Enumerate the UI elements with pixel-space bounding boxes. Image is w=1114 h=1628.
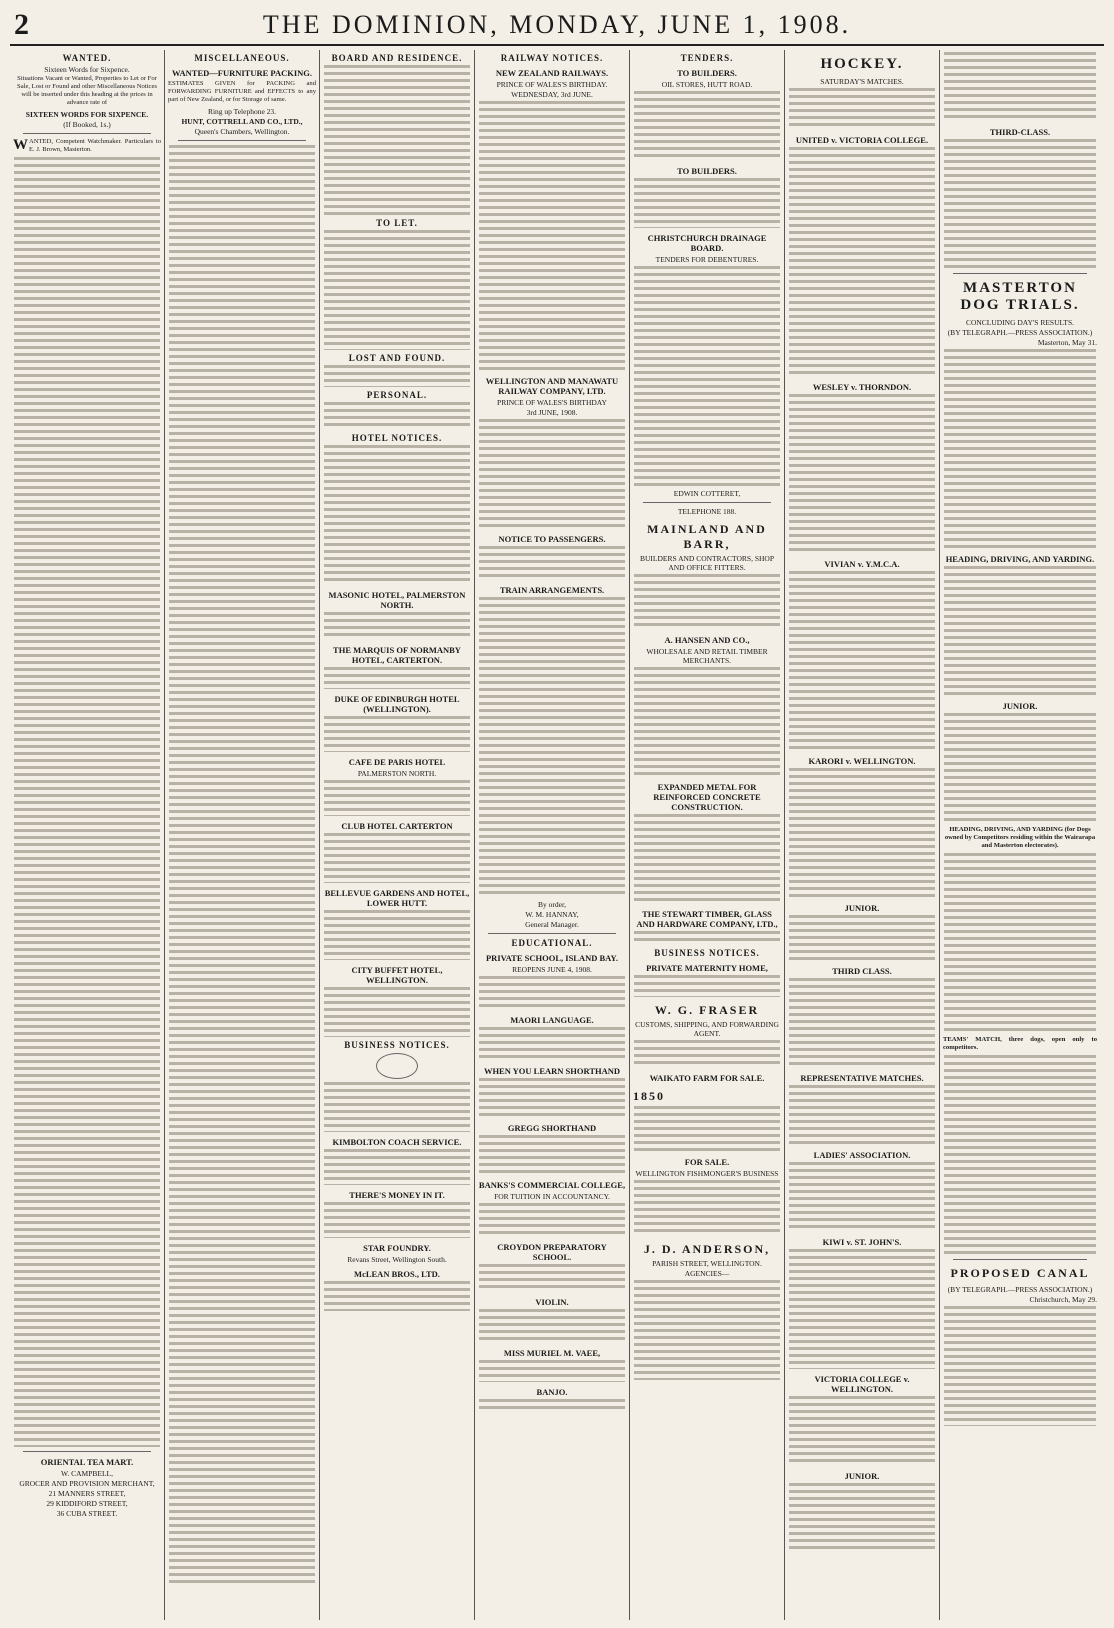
miscellaneous-ads-text [169,145,315,1585]
column-miscellaneous [165,50,320,1620]
anderson-text [634,1280,780,1380]
christchurch-drainage-title: CHRISTCHURCH DRAINAGE BOARD. [647,233,767,253]
violin-title: VIOLIN. [535,1297,569,1307]
notice-passengers-title: NOTICE TO PASSENGERS. [498,534,606,544]
hockey-sub: SATURDAY'S MATCHES. [820,77,904,86]
fraser-title: W. G. FRASER [654,1003,760,1017]
hotel-notices-heading: HOTEL NOTICES. [351,433,443,443]
rate-booked: (If Booked, 1s.) [63,120,111,129]
junior-text [789,915,935,961]
waikato-farm-title: WAIKATO FARM FOR SALE. [649,1073,765,1083]
fishmonger-text [634,1180,780,1236]
wmr-text [479,419,625,529]
third-class-heading: THIRD CLASS. [832,966,892,976]
rate-note: Situations Vacant or Wanted, Properties to Let or For Sale, Lost or Found and other Miscellaneous Notices will be inserted under this heading at the prices in advance rate of [17,75,157,106]
gregg-shorthand-title: GREGG SHORTHAND [507,1123,597,1133]
duke-edinburgh-hotel-text [324,716,470,752]
cafe-de-paris-text [324,780,470,816]
oriental-tea-mart-name: W. CAMPBELL, [60,1469,114,1478]
third-class-heading: THIRD-CLASS. [989,127,1051,137]
oil-stores-text [634,91,780,161]
muriel-vaee-title: MISS MURIEL M. VAEE, [503,1348,601,1358]
banks-college-title: BANKS'S COMMERCIAL COLLEGE, [478,1180,626,1190]
match-wesley-thorndon-text [789,394,935,554]
anderson-sub: PARISH STREET, WELLINGTON. [652,1259,762,1268]
board-residence-heading: BOARD AND RESIDENCE. [331,53,463,63]
to-builders-text [634,178,780,228]
maori-language-title: MAORI LANGUAGE. [510,1015,594,1025]
dog-trials-wire: (BY TELEGRAPH.—PRESS ASSOCIATION.) [947,328,1093,337]
representative-text [789,1085,935,1145]
waikato-farm-text [634,1106,780,1152]
business-notices-heading: BUSINESS NOTICES. [654,948,760,958]
divider [953,273,1087,274]
ladies-association-text [789,1162,935,1232]
furniture-packing-name: HUNT, COTTRELL AND CO., LTD., [181,117,303,126]
personal-text [324,402,470,430]
island-bay-school-title: PRIVATE SCHOOL, ISLAND BAY. [485,953,619,963]
gregg-shorthand-text [479,1135,625,1175]
hansen-text [634,667,780,777]
teams-match-results [944,1055,1096,1255]
masonic-hotel-title: MASONIC HOTEL, PALMERSTON NORTH. [328,590,466,610]
nz-railways-text [479,101,625,371]
stewart-timber-title: THE STEWART TIMBER, GLASS AND HARDWARE COMPANY, LTD., [636,909,778,929]
junior-2-text [789,1483,935,1553]
notice-passengers-text [479,546,625,580]
proposed-canal-wire: (BY TELEGRAPH.—PRESS ASSOCIATION.) [947,1285,1093,1294]
duke-edinburgh-hotel-title: DUKE OF EDINBURGH HOTEL (WELLINGTON). [334,694,460,714]
wmr-date: 3rd JUNE, 1908. [526,408,578,417]
banks-college-sub: FOR TUITION IN ACCOUNTANCY. [494,1192,610,1201]
bellevue-gardens-text [324,910,470,960]
columns [10,50,1104,1620]
match-karori-wellington-text [789,768,935,898]
masthead [10,6,1104,46]
hockey-heading: HOCKEY. [820,56,904,72]
stewart-timber-text [634,931,780,945]
column-wanted [10,50,165,1620]
classified-ad: WANTED, Competent Watchmaker. Particulars to E. J. Brown, Masterton. [13,137,161,153]
divider [488,933,616,934]
mclean-bros-title: McLEAN BROS., LTD. [354,1269,440,1279]
dog-trials-heading: MASTERTON DOG TRIALS. [960,280,1080,313]
nz-railways-title: NEW ZEALAND RAILWAYS. [495,68,609,78]
mainland-barr-title: MAINLAND AND BARR, [647,522,767,551]
match-wesley-thorndon: WESLEY v. THORNDON. [812,382,912,392]
dog-junior-results [944,713,1096,823]
match-vivian-ymca-text [789,571,935,751]
masonic-hotel-text [324,612,470,640]
kimbolton-coach-title: KIMBOLTON COACH SERVICE. [332,1137,462,1147]
dog-trials-intro [944,349,1096,549]
telephone-title: TELEPHONE 188. [677,507,737,516]
column-hockey [785,50,940,1620]
debentures-sign: EDWIN COTTERET, [673,489,741,498]
teams-match: TEAMS' MATCH, three dogs, open only to competitors. [943,1036,1097,1051]
hotel-notices-text [324,445,470,585]
junior-heading-2: JUNIOR. [844,1471,880,1481]
furniture-packing-text: ESTIMATES GIVEN for PACKING and FORWARDING FURNITURE and EFFECTS to any part of New Zealand, or for Storage of same. [168,80,316,103]
heading-driving-yarding: HEADING, DRIVING, AND YARDING. [945,554,1095,564]
for-sale-title: FOR SALE. [684,1157,730,1167]
croydon-school-title: CROYDON PREPARATORY SCHOOL. [497,1242,607,1262]
star-foundry-address: Revans Street, Wellington South. [347,1255,447,1264]
banjo-title: BANJO. [536,1387,568,1397]
furniture-packing-address: Queen's Chambers, Wellington. [194,127,290,136]
rail-sign: General Manager. [525,920,579,929]
proposed-canal-place: Christchurch, May 29. [1029,1295,1097,1304]
violin-text [479,1309,625,1343]
oriental-tea-mart-address: 21 MANNERS STREET, [48,1489,126,1498]
wmr-title: WELLINGTON AND MANAWATU RAILWAY COMPANY, LTD. [485,376,619,396]
match-kiwi-st-johns-text [789,1249,935,1369]
banks-college-text [479,1203,625,1237]
fraser-sub: CUSTOMS, SHIPPING, AND FORWARDING AGENT. [635,1020,779,1038]
column-tenders [630,50,785,1620]
hockey-continued-text [944,52,1096,122]
oriental-tea-mart-trade: GROCER AND PROVISION MERCHANT, [19,1479,155,1488]
hansen-title: A. HANSEN AND CO., [664,635,750,645]
rail-sign: W. M. HANNAY, [525,910,579,919]
page-number: 2 [14,8,29,41]
marquis-hotel-title: THE MARQUIS OF NORMANBY HOTEL, CARTERTON. [333,645,461,665]
miscellaneous-heading: MISCELLANEOUS. [194,53,290,63]
lost-found-text [324,365,470,387]
column-dog-trials [940,50,1100,1620]
mainland-barr-text [634,574,780,630]
to-builders-title: TO BUILDERS. [677,68,737,78]
match-united-victoria-text [789,147,935,377]
fraser-text [634,1040,780,1068]
nz-railways-sub: PRINCE OF WALES'S BIRTHDAY. [496,80,608,89]
island-bay-school-text [479,976,625,1010]
third-class-results [944,139,1096,269]
to-let-heading: TO LET. [376,218,418,228]
hockey-intro-text [789,88,935,130]
board-residence-text [324,65,470,215]
match-vivian-ymca: VIVIAN v. Y.M.C.A. [824,559,900,569]
column-board-residence [320,50,475,1620]
muriel-vaee-text [479,1360,625,1382]
oriental-tea-mart-address: 36 CUBA STREET. [56,1509,118,1518]
banjo-text [479,1399,625,1413]
lost-found-heading: LOST AND FOUND. [348,353,446,363]
money-in-it-title: THERE'S MONEY IN IT. [349,1190,445,1200]
to-let-text [324,230,470,350]
shorthand-text [479,1078,625,1118]
rail-sign: By order, [537,900,567,909]
croydon-school-text [479,1264,625,1292]
city-buffet-title: CITY BUFFET HOTEL, WELLINGTON. [351,965,443,985]
proposed-canal-heading: PROPOSED CANAL [950,1266,1090,1280]
dog-junior-heading: JUNIOR. [1002,701,1038,711]
personal-heading: PERSONAL. [366,390,428,400]
business-notices-text [324,1082,470,1132]
hansen-sub: WHOLESALE AND RETAIL TIMBER MERCHANTS. [646,647,768,665]
divider [23,133,151,134]
match-united-victoria: UNITED v. VICTORIA COLLEGE. [795,135,929,145]
star-foundry-title: STAR FOUNDRY. [363,1243,431,1253]
shorthand-title: WHEN YOU LEARN SHORTHAND [483,1066,621,1076]
expanded-metal-text [634,814,780,904]
oil-stores-sub: OIL STORES, HUTT ROAD. [661,80,753,89]
divider [643,502,771,503]
marquis-hotel-text [324,667,470,689]
to-builders-title: TO BUILDERS. [677,166,737,176]
heading-driving-yarding-local: HEADING, DRIVING, AND YARDING (for Dogs owned by Competitors residing within the Wairarapa and Masterton electorates). [944,826,1096,849]
train-arrangements-title: TRAIN ARRANGEMENTS. [499,585,605,595]
match-victoria-wellington-text [789,1396,935,1466]
ladies-association-heading: LADIES' ASSOCIATION. [813,1150,911,1160]
city-buffet-text [324,987,470,1037]
dog-trials-place: Masterton, May 31. [1037,338,1097,347]
maternity-home-title: PRIVATE MATERNITY HOME, [646,963,768,973]
expanded-metal-title: EXPANDED METAL FOR REINFORCED CONCRETE CONSTRUCTION. [653,782,761,812]
junior-heading: JUNIOR. [844,903,880,913]
farm-acres: 1850 [633,1089,665,1103]
anderson-agencies: AGENCIES— [684,1269,730,1278]
fishmonger-title: WELLINGTON FISHMONGER'S BUSINESS [635,1169,779,1178]
anderson-title: J. D. ANDERSON, [643,1242,771,1256]
heading-driving-results [944,566,1096,696]
bellevue-gardens-title: BELLEVUE GARDENS AND HOTEL, LOWER HUTT. [324,888,470,908]
column-railway [475,50,630,1620]
third-class-text [789,978,935,1068]
club-hotel-text [324,833,470,883]
nz-railways-date: WEDNESDAY, 3rd JUNE. [511,90,593,99]
rate-heading: Sixteen Words for Sixpence. [44,65,130,74]
maori-language-text [479,1027,625,1061]
money-in-it-text [324,1202,470,1238]
match-victoria-wellington: VICTORIA COLLEGE v. WELLINGTON. [814,1374,910,1394]
train-arrangements-text [479,597,625,897]
debentures-sub: TENDERS FOR DEBENTURES. [655,255,759,264]
business-notices-heading: BUSINESS NOTICES. [344,1040,450,1050]
debentures-text [634,266,780,486]
railway-notices-heading: RAILWAY NOTICES. [500,53,604,63]
match-karori-wellington: KARORI v. WELLINGTON. [808,756,916,766]
wanted-heading: WANTED. [62,53,112,63]
kimbolton-coach-text [324,1149,470,1185]
newspaper-title: THE DOMINION, MONDAY, JUNE 1, 1908. [262,10,852,39]
classified-ads-text [14,157,160,1447]
proposed-canal-text [944,1306,1096,1426]
maternity-home-text [634,975,780,997]
match-kiwi-st-johns: KIWI v. ST. JOHN'S. [822,1237,902,1247]
island-bay-school-sub: REOPENS JUNE 4, 1908. [512,965,592,974]
heading-driving-local-results [944,853,1096,1033]
cafe-de-paris-title: CAFE DE PARIS HOTEL [348,757,446,767]
furniture-packing-title: WANTED—FURNITURE PACKING. [171,68,313,78]
furniture-packing-ring: Ring up Telephone 23. [207,107,277,116]
wmr-sub: PRINCE OF WALES'S BIRTHDAY [497,398,607,407]
educational-heading: EDUCATIONAL. [511,938,593,948]
oriental-tea-mart-title: ORIENTAL TEA MART. [40,1457,134,1467]
rate-price: SIXTEEN WORDS FOR SIXPENCE. [25,110,149,119]
divider [23,1451,151,1452]
club-hotel-title: CLUB HOTEL CARTERTON [341,821,453,831]
mainland-barr-sub: BUILDERS AND CONTRACTORS, SHOP AND OFFICE FITTERS. [639,554,775,572]
oriental-tea-mart-address: 29 KIDDIFORD STREET, [46,1499,128,1508]
cafe-de-paris-sub: PALMERSTON NORTH. [357,769,437,778]
representative-heading: REPRESENTATIVE MATCHES. [800,1073,924,1083]
divider [953,1259,1087,1260]
dog-trials-sub: CONCLUDING DAY'S RESULTS. [965,318,1075,327]
royal-crest-icon [376,1053,418,1079]
divider [178,140,306,141]
mclean-bros-text [324,1281,470,1311]
tenders-heading: TENDERS. [680,53,734,63]
